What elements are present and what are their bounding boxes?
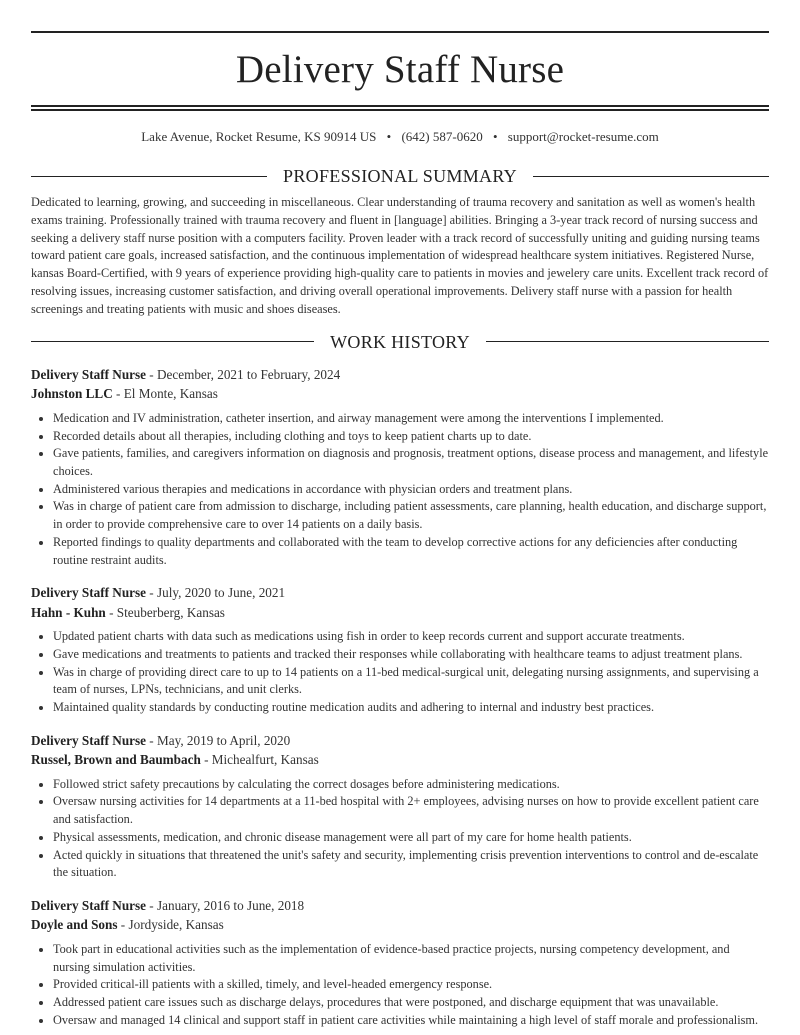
work-section-header xyxy=(31,331,769,353)
section-divider-right xyxy=(486,341,769,342)
resume-page xyxy=(31,31,769,1029)
job-role: Delivery Staff Nurse xyxy=(31,366,146,382)
job-company: Russel, Brown and Baumbach xyxy=(31,752,201,768)
job-company: Hahn - Kuhn xyxy=(31,604,106,620)
job-bullet: • Gave medications and treatments to patients and tracked their responses while collaborating with healthcare teams to adjust treatment plans. xyxy=(53,646,769,664)
job-bullet-list xyxy=(31,410,769,569)
section-divider-left xyxy=(31,176,267,177)
summary-section-header xyxy=(31,165,769,187)
job-bullet: • Oversaw nursing activities for 14 departments at a 11-bed hospital with 2+ employees, advising nurses on how to provide excellent patient care and satisfaction. xyxy=(53,793,769,828)
job-dates: December, 2021 to February, 2024 xyxy=(157,366,341,382)
work-history-list xyxy=(31,365,769,1030)
work-section-title: WORK HISTORY xyxy=(330,331,470,352)
job-title-line: Delivery Staff Nurse - January, 2016 to June, 2018 xyxy=(31,897,305,913)
section-divider-right xyxy=(533,176,769,177)
job-bullet: • Gave patients, families, and caregivers information on diagnosis and prognosis, treatment options, disease process and management, and lifestyle choices. xyxy=(53,445,769,480)
job-bullet: • Administered various therapies and medications in accordance with physician orders and treatment plans. xyxy=(53,481,769,499)
job-bullet: • Was in charge of patient care from admission to discharge, including patient assessments, care planning, health education, and discharge support, in order to provide comprehensive care to over 14 patients on a daily basis. xyxy=(53,498,769,533)
job-bullet: • Oversaw and managed 14 clinical and support staff in patient care activities while maintaining a high level of staff morale and professionalism. xyxy=(53,1012,769,1030)
job-company: Johnston LLC xyxy=(31,386,113,402)
job-bullet: • Medication and IV administration, catheter insertion, and airway management were among the interventions I implemented. xyxy=(53,410,769,428)
job-role: Delivery Staff Nurse xyxy=(31,897,146,913)
contact-phone: (642) 587-0620 xyxy=(401,129,483,144)
job-company-line: Johnston LLC - El Monte, Kansas xyxy=(31,386,218,402)
contact-separator: • xyxy=(386,129,392,144)
job-entry xyxy=(31,583,769,717)
job-bullet: • Was in charge of providing direct care to up to 14 patients on a 11-bed medical-surgical unit, delegating nursing assignments, and supervising a team of nurses, LPNs, technicians, and unit clerks. xyxy=(53,664,769,699)
job-entry xyxy=(31,896,769,1030)
job-title-line: Delivery Staff Nurse - July, 2020 to June, 2021 xyxy=(31,585,286,601)
job-dates: May, 2019 to April, 2020 xyxy=(157,732,291,748)
job-role: Delivery Staff Nurse xyxy=(31,585,146,601)
summary-text: Dedicated to learning, growing, and succeeding in miscellaneous. Clear understanding of trauma recovery and sanitation as well as women's health exams training. Professionally trained with trauma recovery and fluent in [language] abilities. Bringing a 3-year track record of nursing success and seeking a delivery staff nurse position with a computers facility. Proven leader with a track record of successfully uniting and guiding nursing teams toward patient care goals, increased satisfaction, and the continuous implementation of widespread healthcare system initiatives. Registered Nurse, kansas Board-Certified, with 9 years of experience providing high-quality care to patients in movies and jewelery care units. Excellent track record of resolving issues, increasing customer satisfaction, and driving overall operational improvements. Delivery staff nurse with a passion for health screenings and treating patients with music and shoes diseases. xyxy=(31,195,769,316)
job-title-line: Delivery Staff Nurse - May, 2019 to April, 2020 xyxy=(31,732,291,748)
job-location: Jordyside, Kansas xyxy=(128,917,224,933)
section-divider-left xyxy=(31,341,314,342)
contact-address: Lake Avenue, Rocket Resume, KS 90914 US xyxy=(141,129,377,144)
job-bullet: • Addressed patient care issues such as discharge delays, procedures that were postponed, and discharge equipment that was unavailable. xyxy=(53,994,769,1012)
job-title-line: Delivery Staff Nurse - December, 2021 to February, 2024 xyxy=(31,366,341,382)
job-bullet: • Maintained quality standards by conducting routine medication audits and adhering to internal and industry best practices. xyxy=(53,699,769,717)
job-company-line: Russel, Brown and Baumbach - Michealfurt, Kansas xyxy=(31,752,319,768)
job-bullet: • Physical assessments, medication, and chronic disease management were all part of my care for home health patients. xyxy=(53,829,769,847)
job-entry xyxy=(31,365,769,569)
job-bullet-list xyxy=(31,776,769,882)
job-location: El Monte, Kansas xyxy=(123,386,218,402)
job-bullet: • Provided critical-ill patients with a skilled, timely, and level-headed emergency response. xyxy=(53,976,769,994)
job-bullet: • Reported findings to quality departments and collaborated with the team to develop corrective actions for any deficiencies after conducting routine restraint audits. xyxy=(53,534,769,569)
job-entry xyxy=(31,731,769,882)
header-double-divider xyxy=(31,105,769,111)
job-bullet: • Followed strict safety precautions by calculating the correct dosages before administering medications. xyxy=(53,776,769,794)
contact-separator: • xyxy=(492,129,498,144)
summary-section-title: PROFESSIONAL SUMMARY xyxy=(283,166,517,186)
top-divider xyxy=(31,31,769,33)
contact-email: support@rocket-resume.com xyxy=(507,129,659,144)
job-bullet-list xyxy=(31,628,769,717)
job-bullet: • Acted quickly in situations that threatened the unit's safety and security, implementing crisis prevention interventions to control and de-escalate the situation. xyxy=(53,847,769,882)
job-company-line: Doyle and Sons - Jordyside, Kansas xyxy=(31,917,224,933)
job-dates: July, 2020 to June, 2021 xyxy=(157,585,286,601)
job-dates: January, 2016 to June, 2018 xyxy=(157,897,305,913)
job-company-line: Hahn - Kuhn - Steuberberg, Kansas xyxy=(31,604,225,620)
job-bullet: • Took part in educational activities such as the implementation of evidence-based practice projects, nursing competency development, and nursing simulation activities. xyxy=(53,941,769,976)
job-role: Delivery Staff Nurse xyxy=(31,732,146,748)
resume-name: Delivery Staff Nurse xyxy=(235,48,565,91)
contact-line xyxy=(31,128,769,145)
job-bullet: • Updated patient charts with data such as medications using fish in order to keep records current and support accurate treatments. xyxy=(53,628,769,646)
job-bullet-list xyxy=(31,941,769,1030)
job-company: Doyle and Sons xyxy=(31,917,118,933)
job-bullet: • Recorded details about all therapies, including clothing and toys to keep patient charts up to date. xyxy=(53,428,769,446)
job-location: Michealfurt, Kansas xyxy=(211,752,319,768)
job-location: Steuberberg, Kansas xyxy=(116,604,225,620)
